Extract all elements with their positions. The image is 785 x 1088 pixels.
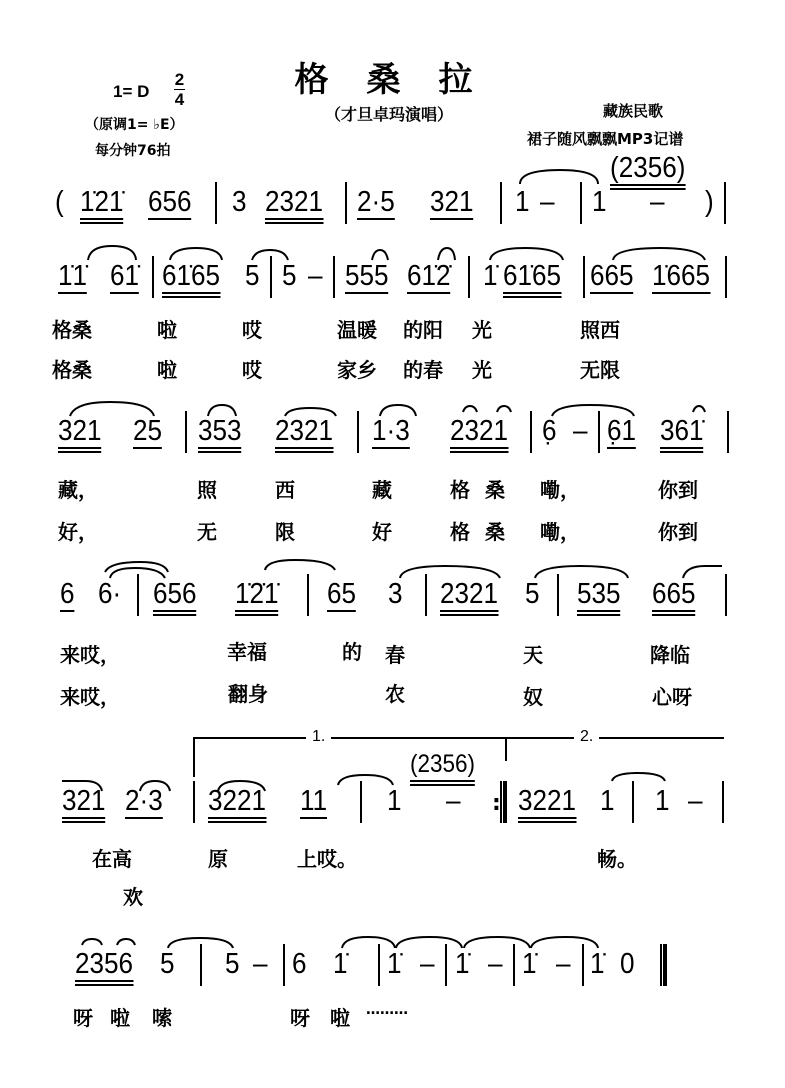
note: 11 <box>300 785 328 817</box>
note: 321 <box>58 415 102 447</box>
note: 353 <box>198 415 242 447</box>
note: 665 <box>652 578 696 610</box>
note: 5 <box>282 260 297 292</box>
lyric: 好 <box>372 520 392 544</box>
lyric: 畅。 <box>597 847 637 871</box>
note: 6· <box>98 578 122 610</box>
slur <box>170 248 222 260</box>
note: 1 <box>592 186 607 218</box>
slur <box>612 773 665 781</box>
lyric: 啦 <box>110 1006 130 1030</box>
note: 1̇2̇1̇ <box>235 578 279 610</box>
slur <box>110 568 165 578</box>
note: 1̇ <box>387 948 402 980</box>
song-title: 格桑拉 <box>294 60 511 100</box>
note: 361̇ <box>660 415 704 447</box>
note: 3 <box>232 186 247 218</box>
lyric: 格桑 <box>52 358 92 382</box>
lyric: 来哎， <box>60 643 120 667</box>
lyric: 农 <box>385 682 405 706</box>
note: 1̇ <box>483 260 498 292</box>
slur <box>62 781 102 791</box>
slur <box>400 566 500 578</box>
lyric: 限 <box>275 520 295 544</box>
note: – <box>308 260 323 292</box>
key-signature: 1= D <box>113 82 150 101</box>
time-bottom: 4 <box>174 90 185 109</box>
slur <box>372 250 388 260</box>
lyric: 在高 <box>92 847 132 871</box>
note: 2·5 <box>357 186 395 218</box>
slur <box>218 781 265 791</box>
note: 1̇ <box>522 948 537 980</box>
slur <box>438 248 455 260</box>
lyric: 无 <box>197 520 217 544</box>
interlude-note: (2356) <box>410 748 475 782</box>
note: 2321 <box>275 415 334 447</box>
lyric: 西 <box>275 478 295 502</box>
slur <box>497 406 511 412</box>
lyric: 降临 <box>650 643 690 667</box>
lyric: 无限 <box>580 358 620 382</box>
note: 61̇ <box>110 260 140 292</box>
note: 25 <box>133 415 163 447</box>
lyric: 奴 <box>523 685 543 709</box>
lyric: 幸福 <box>227 640 267 664</box>
note: 61̇65 <box>162 260 221 292</box>
slur <box>463 406 477 412</box>
slur <box>265 560 335 570</box>
slur <box>70 402 154 416</box>
note: 1 <box>387 785 402 817</box>
lyric: 嘞， <box>540 478 580 502</box>
note: 61̇65 <box>503 260 562 292</box>
note: 2·3 <box>125 785 163 817</box>
note: 3 <box>388 578 403 610</box>
original-key: （原调1= ♭E） <box>85 117 184 133</box>
lyric: 啦 <box>157 358 177 382</box>
lyric: 啦 <box>330 1006 350 1030</box>
lyric: 好， <box>58 520 98 544</box>
note: 321 <box>62 785 106 817</box>
note: 2321 <box>265 186 324 218</box>
lyric: 的春 <box>403 358 443 382</box>
note: 1̇ <box>590 948 605 980</box>
lyric: 的阳 <box>403 318 443 342</box>
note: 6 <box>60 578 75 610</box>
slur <box>693 406 705 412</box>
slur <box>82 939 102 945</box>
note: 1 <box>600 785 615 817</box>
lyric: 上哎。 <box>297 847 357 871</box>
note: 555 <box>345 260 389 292</box>
lyric: 心呀 <box>652 685 692 709</box>
note: 665 <box>590 260 634 292</box>
lyric: 嘞， <box>540 520 580 544</box>
slur <box>285 408 336 416</box>
note: 5 <box>225 948 240 980</box>
note: – <box>253 948 268 980</box>
volta-1-label: 1. <box>306 728 331 746</box>
volta-2-label: 2. <box>574 728 599 746</box>
lyric: 照西 <box>580 318 620 342</box>
note: – <box>540 186 555 218</box>
note: – <box>556 948 571 980</box>
note: – <box>688 785 703 817</box>
lyric: 光 <box>472 318 492 342</box>
note: 3221 <box>518 785 577 817</box>
performer: （才旦卓玛演唱） <box>325 105 454 124</box>
note: 5 <box>245 260 260 292</box>
lyric: 格 <box>450 520 470 544</box>
note: 1̇665 <box>652 260 711 292</box>
lyric: 温暖 <box>337 318 377 342</box>
lyric: 的 <box>342 640 362 664</box>
note: 1 <box>515 186 530 218</box>
slur <box>464 937 530 948</box>
note: 6̣ <box>542 415 557 447</box>
lyric: 欢 <box>123 885 143 909</box>
slur <box>520 170 598 184</box>
lyric: 嗦 <box>152 1006 172 1030</box>
lyric: 啦 <box>157 318 177 342</box>
slur <box>252 250 288 260</box>
note: ( <box>55 186 64 218</box>
slur <box>88 246 136 260</box>
lyric: 呀 <box>73 1006 93 1030</box>
note: 2356 <box>75 948 134 980</box>
lyric: 藏， <box>58 478 98 502</box>
note: 3221 <box>208 785 267 817</box>
slur <box>338 775 393 785</box>
slur <box>613 248 705 260</box>
lyric: 家乡 <box>337 358 377 382</box>
note: – <box>650 186 665 218</box>
note: 535 <box>577 578 621 610</box>
lyric: 你到 <box>658 478 698 502</box>
interlude-note: (2356) <box>610 152 686 184</box>
note: – <box>573 415 588 447</box>
time-top: 2 <box>174 70 185 89</box>
note: 1̇1̇ <box>58 260 88 292</box>
lyric: 格 <box>450 478 470 502</box>
note: 1̇ <box>333 948 348 980</box>
lyric: 哎 <box>242 318 262 342</box>
note: 1 <box>655 785 670 817</box>
note: 65 <box>327 578 357 610</box>
slur <box>683 566 722 578</box>
note: 1̇ <box>455 948 470 980</box>
lyric: 桑 <box>485 520 505 544</box>
tempo: 每分钟76拍 <box>95 143 171 159</box>
note: 2321 <box>440 578 499 610</box>
note: 1·3 <box>372 415 410 447</box>
note: 5 <box>160 948 175 980</box>
lyric: 来哎， <box>60 685 120 709</box>
slur <box>105 562 168 572</box>
note: 2321 <box>450 415 509 447</box>
slur <box>208 405 236 416</box>
note: 321 <box>430 186 474 218</box>
slur <box>342 937 395 948</box>
transcriber: 裙子随风飘飘MP3记谱 <box>527 130 684 148</box>
note: 61̇2̇ <box>407 260 451 292</box>
lyric: 翻身 <box>228 682 268 706</box>
note: 5 <box>525 578 540 610</box>
slur <box>396 937 462 948</box>
note: 656 <box>148 186 192 218</box>
lyric: 光 <box>472 358 492 382</box>
lyric: 照 <box>197 478 217 502</box>
lyric: ……… <box>366 1002 408 1018</box>
lyric: 哎 <box>242 358 262 382</box>
slur <box>535 566 628 578</box>
genre: 藏族民歌 <box>603 102 664 120</box>
slur <box>552 405 634 416</box>
lyric: 天 <box>523 643 543 667</box>
slur <box>531 937 598 948</box>
note: 656 <box>153 578 197 610</box>
note: – <box>446 785 461 817</box>
lyric: 格桑 <box>52 318 92 342</box>
repeat-dots: : <box>492 791 501 816</box>
slur <box>140 781 170 791</box>
lyric: 藏 <box>372 478 392 502</box>
slur <box>380 405 416 416</box>
note: ) <box>705 186 714 218</box>
lyric: 原 <box>208 847 228 871</box>
note: 6̣1 <box>607 415 637 447</box>
slur <box>117 939 135 945</box>
note: 6 <box>292 948 307 980</box>
slur <box>490 248 563 260</box>
lyric: 呀 <box>290 1006 310 1030</box>
lyric: 桑 <box>485 478 505 502</box>
note: – <box>420 948 435 980</box>
slur <box>168 938 233 948</box>
note: – <box>488 948 503 980</box>
note: 1̇21̇ <box>80 186 124 218</box>
note: 0 <box>620 948 635 980</box>
lyric: 春 <box>385 643 405 667</box>
lyric: 你到 <box>658 520 698 544</box>
